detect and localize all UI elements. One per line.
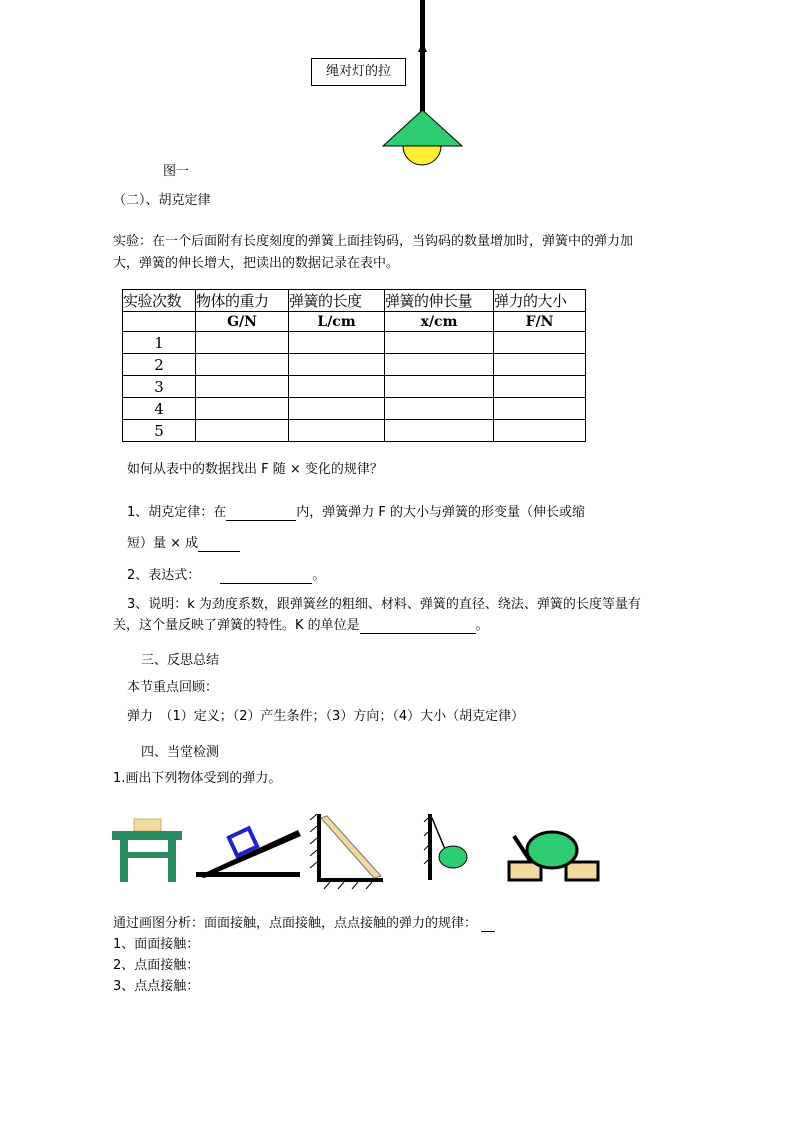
leaning-rod bbox=[321, 816, 381, 878]
contact-1: 1、面面接触： bbox=[113, 937, 200, 952]
figure-caption: 图一 bbox=[163, 164, 190, 179]
wall-hatch bbox=[310, 862, 317, 868]
col-header-trial: 实验次数 bbox=[123, 290, 196, 312]
ground-hatch bbox=[324, 882, 330, 889]
analysis-text bbox=[113, 912, 495, 932]
hooke-item-3-line2-prefix: 关，这个量反映了弹簧的特性。K 的单位是 bbox=[113, 618, 360, 633]
unit-cell-empty bbox=[123, 312, 196, 332]
wall-hatch bbox=[310, 826, 317, 832]
section-heading-check: 四、当堂检测 bbox=[141, 745, 220, 760]
floor-line bbox=[196, 872, 300, 877]
unit-f: F/N bbox=[494, 312, 586, 332]
table-cell[interactable] bbox=[289, 354, 385, 376]
col-header-extension: 弹簧的伸长量 bbox=[385, 290, 494, 312]
unit-x: x/cm bbox=[385, 312, 494, 332]
wall bbox=[317, 814, 321, 882]
table-cell[interactable] bbox=[196, 398, 289, 420]
hooke-item-3-line2 bbox=[113, 614, 489, 634]
analysis-label: 通过画图分析：面面接触，点面接触，点点接触的弹力的规律： bbox=[113, 916, 478, 931]
wall-hatch bbox=[424, 818, 428, 822]
table-cell[interactable] bbox=[385, 332, 494, 354]
rod-against-wall-figure bbox=[310, 814, 383, 889]
table-cell[interactable] bbox=[385, 420, 494, 442]
section-heading-summary: 三、反思总结 bbox=[141, 653, 220, 668]
wood-block bbox=[134, 819, 161, 831]
ball bbox=[527, 832, 577, 868]
blank-unit[interactable] bbox=[360, 618, 476, 634]
table-leg-left bbox=[120, 840, 128, 882]
table-cell[interactable] bbox=[289, 376, 385, 398]
hooke-item-2-suffix: 。 bbox=[312, 568, 326, 583]
hooke-item-2 bbox=[127, 564, 325, 584]
row-number: 4 bbox=[123, 398, 196, 420]
block-on-incline-figure bbox=[196, 828, 301, 878]
rope-line bbox=[420, 0, 425, 112]
col-header-force: 弹力的大小 bbox=[494, 290, 586, 312]
row-number: 3 bbox=[123, 376, 196, 398]
hooke-item-1 bbox=[127, 501, 585, 521]
data-table bbox=[122, 289, 586, 442]
experiment-text-2: 大，弹簧的伸长增大，把读出的数据记录在表中。 bbox=[113, 256, 400, 271]
table-row bbox=[123, 332, 586, 354]
table-cell[interactable] bbox=[196, 332, 289, 354]
table-units-row bbox=[123, 312, 586, 332]
ball-on-blocks-figure bbox=[509, 832, 598, 880]
exercise-1: 1.画出下列物体受到的弹力。 bbox=[113, 771, 282, 786]
row-number: 1 bbox=[123, 332, 196, 354]
table-leg-right bbox=[168, 840, 176, 882]
table-cell[interactable] bbox=[494, 420, 586, 442]
table-header-row bbox=[123, 290, 586, 312]
table-cell[interactable] bbox=[385, 398, 494, 420]
hooke-item-3-line1: 3、说明：k 为劲度系数，跟弹簧丝的粗细、材料、弹簧的直径、绕法、弹簧的长度等量有 bbox=[127, 597, 641, 612]
table-cell[interactable] bbox=[385, 354, 494, 376]
block-on-table-figure bbox=[112, 819, 182, 882]
hooke-item-1-prefix: 1、胡克定律：在 bbox=[127, 505, 227, 520]
hooke-item-1-suffix: 内，弹簧弹力 F 的大小与弹簧的形变量（伸长或缩 bbox=[296, 505, 586, 520]
ground-hatch bbox=[366, 882, 372, 889]
ground bbox=[317, 878, 383, 882]
wall-hatch bbox=[424, 832, 428, 836]
wall-hatch bbox=[310, 838, 317, 844]
table-cell[interactable] bbox=[289, 398, 385, 420]
col-header-length: 弹簧的长度 bbox=[289, 290, 385, 312]
hooke-item-1-line2 bbox=[127, 532, 240, 552]
table-top bbox=[112, 831, 182, 840]
experiment-text-1: 实验：在一个后面附有长度刻度的弹簧上面挂钩码，当钩码的数量增加时，弹簧中的弹力加 bbox=[113, 234, 634, 249]
table-row bbox=[123, 398, 586, 420]
table-row bbox=[123, 420, 586, 442]
question-text: 如何从表中的数据找出 F 随 × 变化的规律？ bbox=[127, 462, 383, 477]
hooke-item-1-line2-prefix: 短）量 × 成 bbox=[127, 536, 199, 551]
wall-hatch bbox=[310, 850, 317, 856]
wall-hatch bbox=[424, 846, 428, 850]
table-cell[interactable] bbox=[196, 354, 289, 376]
table-cell[interactable] bbox=[385, 376, 494, 398]
table-cell[interactable] bbox=[494, 376, 586, 398]
blank-proportion[interactable] bbox=[198, 536, 240, 552]
table-cell[interactable] bbox=[196, 376, 289, 398]
review-items: 弹力 （1）定义；（2）产生条件；（3）方向；（4）大小（胡克定律） bbox=[127, 709, 525, 724]
ceiling-wall bbox=[428, 814, 432, 880]
section-heading-hooke: （二）、胡克定律 bbox=[113, 193, 211, 208]
contact-3: 3、点点接触： bbox=[113, 979, 200, 994]
hanging-ball bbox=[439, 846, 467, 868]
row-number: 5 bbox=[123, 420, 196, 442]
exercise-figures bbox=[108, 810, 604, 890]
blank-range[interactable] bbox=[226, 505, 296, 521]
row-number: 2 bbox=[123, 354, 196, 376]
force-arrow-head bbox=[418, 42, 427, 52]
table-row bbox=[123, 354, 586, 376]
rope-force-label: 绳对灯的拉 bbox=[311, 58, 406, 86]
table-cell[interactable] bbox=[196, 420, 289, 442]
hooke-item-2-prefix: 2、表达式： bbox=[127, 568, 201, 583]
ground-hatch bbox=[352, 882, 358, 889]
wall-hatch bbox=[424, 860, 428, 864]
table-cell[interactable] bbox=[494, 332, 586, 354]
table-crossbar bbox=[128, 852, 168, 858]
hanging-ball-figure bbox=[424, 814, 467, 880]
right-block bbox=[566, 862, 598, 880]
lamp-bulb bbox=[403, 146, 441, 165]
review-label: 本节重点回顾： bbox=[127, 680, 219, 695]
lamp-shade bbox=[383, 110, 462, 146]
unit-l: L/cm bbox=[289, 312, 385, 332]
unit-g: G/N bbox=[196, 312, 289, 332]
col-header-weight: 物体的重力 bbox=[196, 290, 289, 312]
table-cell[interactable] bbox=[494, 354, 586, 376]
ground-hatch bbox=[338, 882, 344, 889]
wall-hatch bbox=[310, 814, 317, 820]
hooke-item-3-line2-suffix: 。 bbox=[475, 618, 489, 633]
table-row bbox=[123, 376, 586, 398]
blank-rule[interactable] bbox=[481, 916, 495, 932]
table-cell[interactable] bbox=[289, 420, 385, 442]
table-cell[interactable] bbox=[494, 398, 586, 420]
blank-expression[interactable] bbox=[220, 568, 312, 584]
contact-2: 2、点面接触： bbox=[113, 958, 200, 973]
table-cell[interactable] bbox=[289, 332, 385, 354]
